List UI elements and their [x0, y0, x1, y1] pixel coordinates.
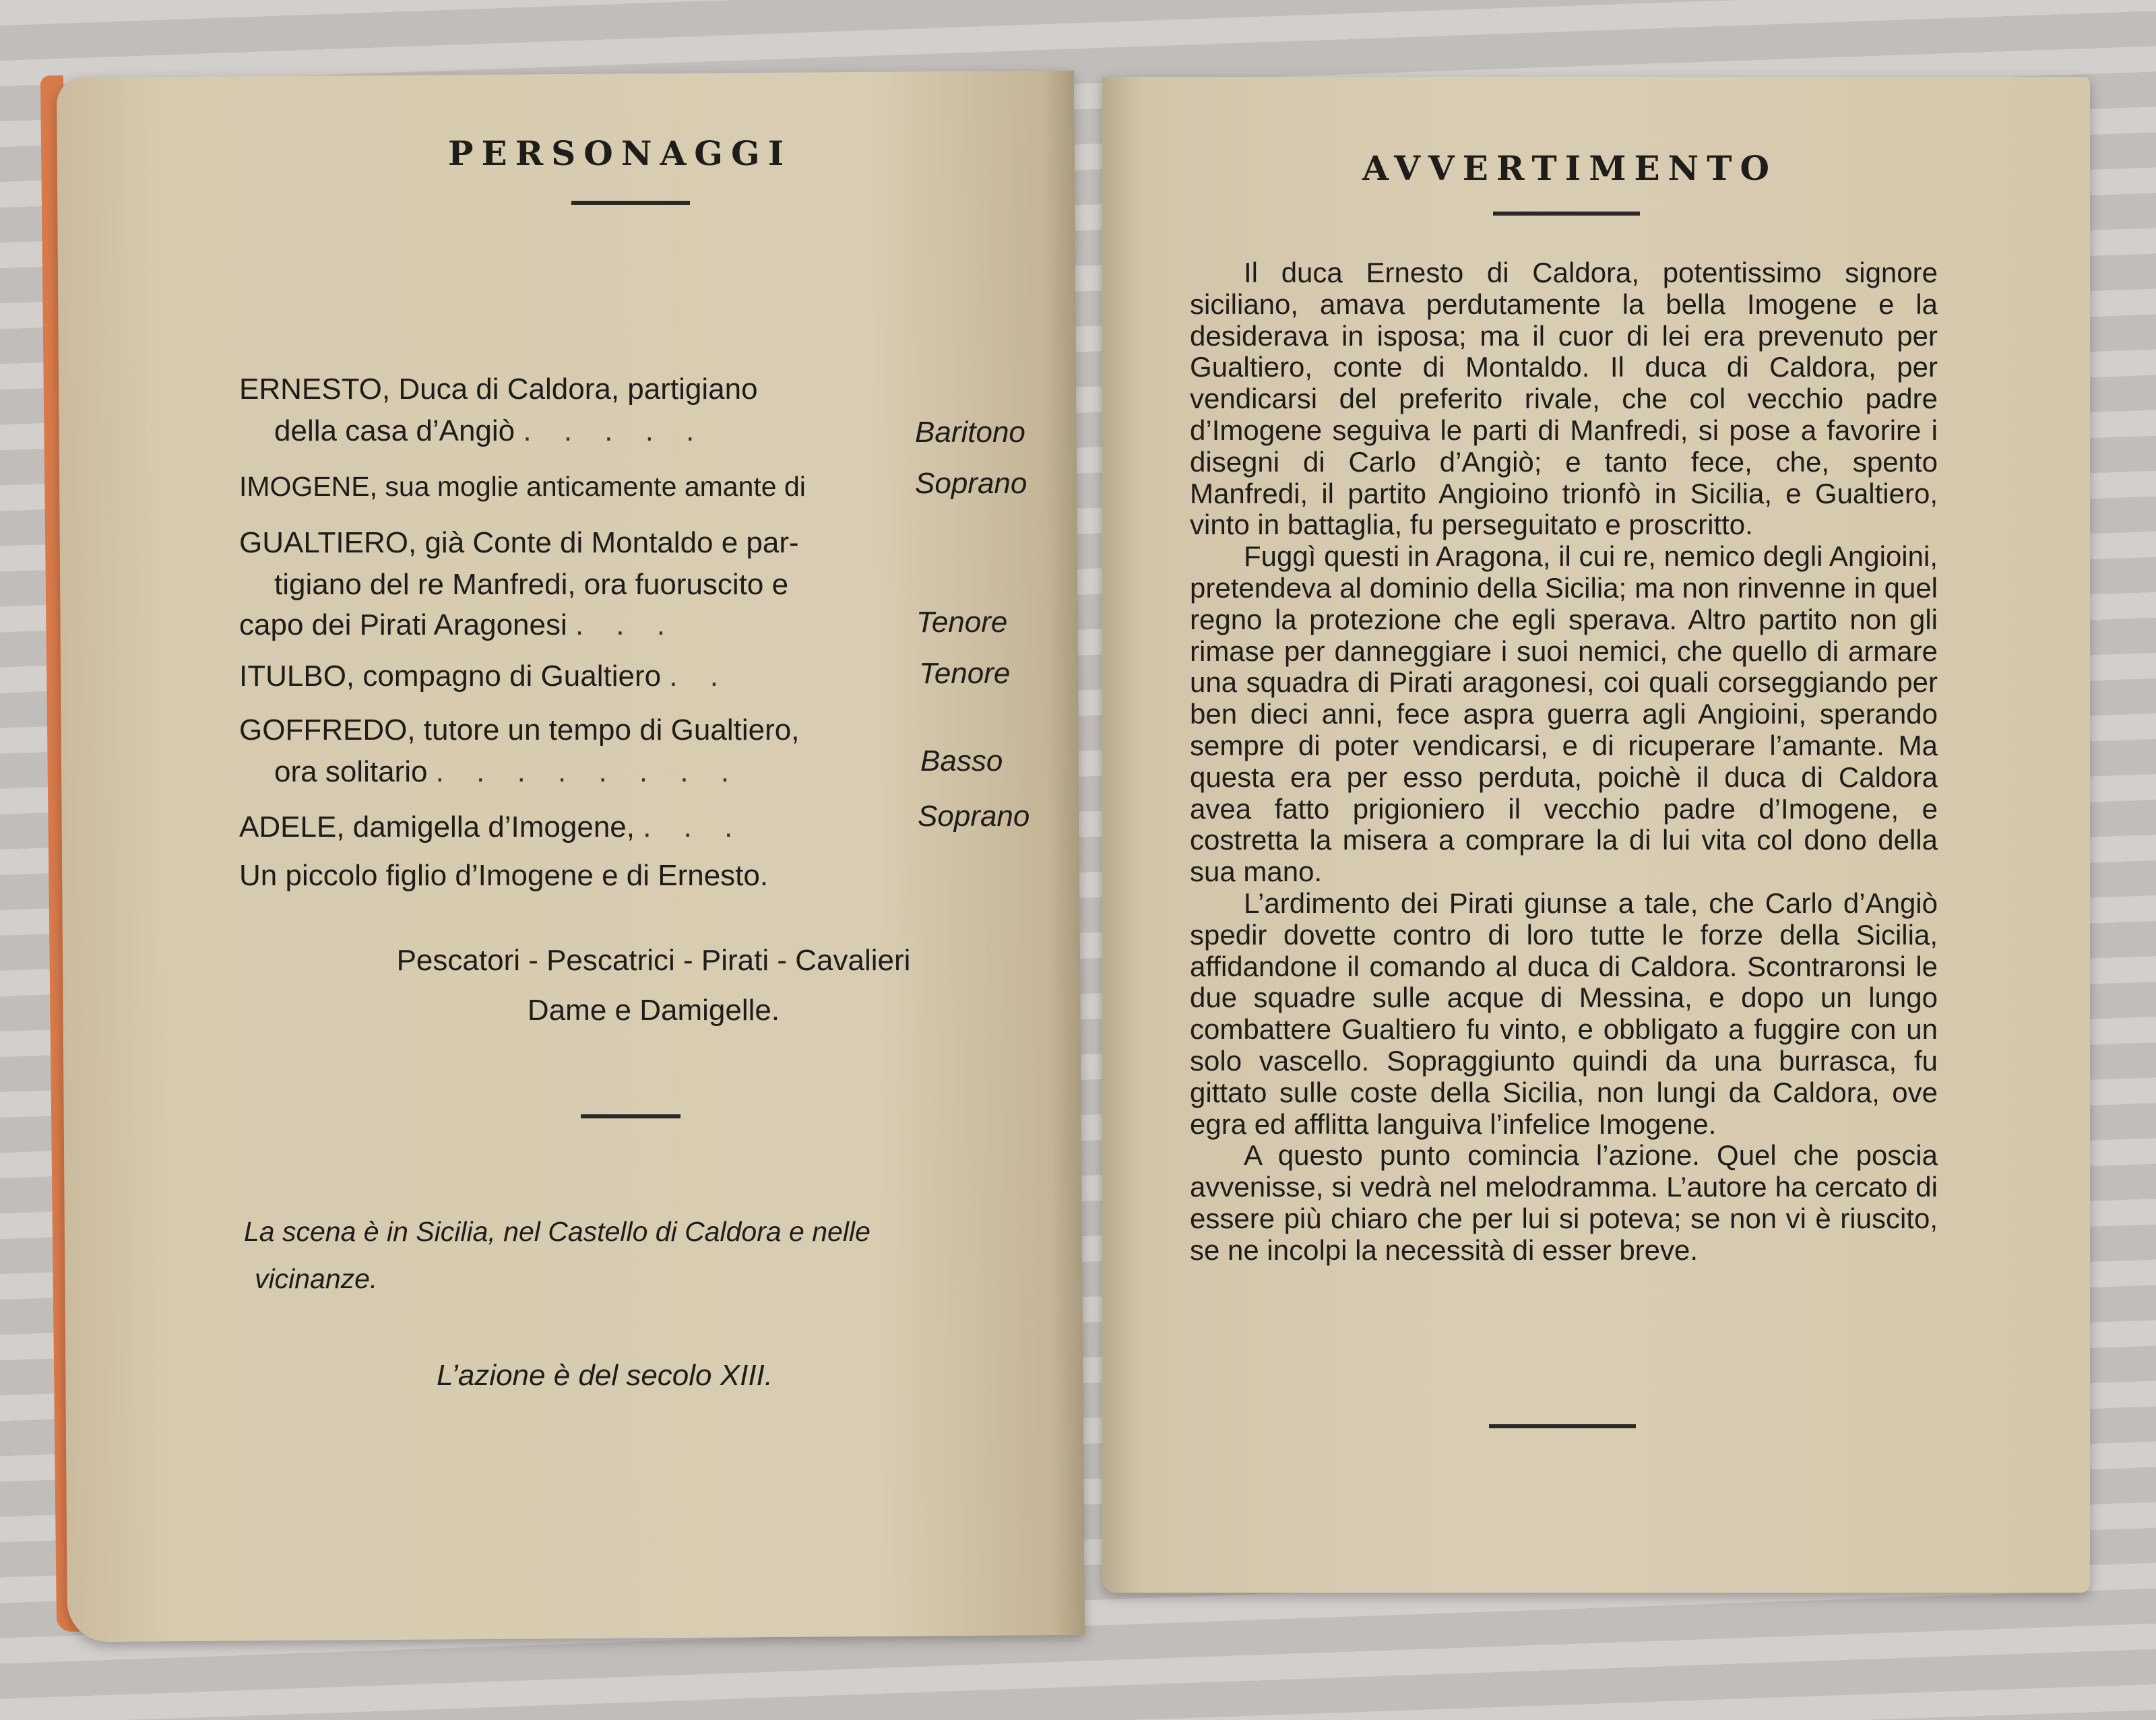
cast-gualtiero-line2-text: tigiano del re Manfredi, ora fuoruscito e	[274, 568, 789, 601]
era-line: L’azione è del secolo XIII.	[437, 1359, 773, 1392]
paragraph-1: Il duca Ernesto di Caldora, potentissimo signore siciliano, amava perdutamente la bella Imogene e la desiderava in isposa; ma il cuor di lei era prevenuto per Gualtiero, conte di Montaldo. Il duca di Caldora, per vendicarsi del preferito rivale, che col vecchio padre d’Imogene seguiva le parti di Manfredi, si pose a favorire i disegni di Carlo d’Angiò; e tanto fece, che, spento Manfredi, il partito Angioino trionfò in Sicilia, e Gualtiero, vinto in battaglia, fu perseguitato e proscritto.	[1190, 257, 1938, 541]
cast-goffredo-line1: GOFFREDO, tutore un tempo di Gualtiero,	[239, 713, 800, 746]
paragraph-2: Fuggì questi in Aragona, il cui re, nemico degli Angioini, pretendeva al dominio della Sicilia; ma non rinvenne in quel regno la protezione che egli sperava. Altro partito non gli rimase per danneggiare i suoi nemici, che quello di armare una squadra di Pirati aragonesi, coi quali corseggiando per ben dieci anni, fece aspra guerra agli Angioini, sperando sempre di poter vendicarsi, e di ricuperare l’amante. Ma questa era per esso perduta, poichè il duca di Caldora avea fatto prigioniero il vecchio padre d’Imogene, e costretta la misera a comprare la di lui vita col dono della sua mano.	[1190, 540, 1938, 888]
leader-dots: . . .	[575, 608, 678, 641]
scene-line2: vicinanze.	[255, 1263, 378, 1294]
paragraph-3: L’ardimento dei Pirati giunse a tale, che Carlo d’Angiò spedir dovette contro di loro tutte le forze della Sicilia, affidandone il comando al duca di Caldora. Scontraronsi le due squadre sulle acque di Messina, e dopo un lungo combattere Gualtiero fu vinto, e obbligato a fuggire con un solo vascello. Sopraggiunto quindi da una burrasca, fu gittato sulle coste della Sicilia, non lungi da Caldora, ove egra ed afflitta languiva l’infelice Imogene.	[1190, 887, 1938, 1140]
chorus-line2: Dame e Damigelle.	[527, 994, 780, 1027]
cast-goffredo-line2-text: ora solitario	[274, 755, 428, 788]
leader-dots: . . .	[643, 810, 745, 843]
voice-ernesto: Baritono	[915, 416, 1025, 449]
chorus-line1: Pescatori - Pescatrici - Pirati - Cavalieri	[396, 944, 911, 977]
cast-ernesto-line1: ERNESTO, Duca di Caldora, partigiano	[239, 373, 758, 406]
leader-dots: . .	[669, 660, 730, 693]
left-title-underline	[571, 201, 690, 205]
right-page-title: AVVERTIMENTO	[1362, 148, 1778, 188]
voice-gualtiero: Tenore	[916, 606, 1008, 639]
cast-gualtiero-line3-text: capo dei Pirati Aragonesi	[239, 608, 567, 641]
left-section-rule	[581, 1114, 680, 1118]
voice-imogene: Soprano	[915, 467, 1027, 500]
paragraph-4: A questo punto comincia l’azione. Quel che poscia avvenisse, si vedrà nel melodramma. L’autore ha cercato di essere più chiaro che per lui si poteva; se non vi è riuscito, se ne incolpi la necessità di esser breve.	[1190, 1139, 1938, 1266]
voice-itulbo: Tenore	[919, 657, 1011, 690]
cast-adele-text: ADELE, damigella d’Imogene,	[239, 810, 635, 843]
leader-dots: . . . . .	[523, 414, 707, 447]
cast-ernesto-line2-text: della casa d’Angiò	[274, 414, 515, 447]
right-end-rule	[1489, 1424, 1636, 1428]
cast-imogene-line1: IMOGENE, sua moglie anticamente amante di	[239, 471, 806, 502]
cast-gualtiero-line1: GUALTIERO, già Conte di Montaldo e par-	[239, 526, 799, 559]
voice-adele: Soprano	[918, 800, 1030, 833]
leader-dots: . . . . . . . .	[435, 755, 742, 788]
left-page-title: PERSONAGGI	[447, 133, 792, 173]
avvertimento-text	[1190, 257, 1938, 1267]
cast-figlio: Un piccolo figlio d’Imogene e di Ernesto.	[239, 859, 769, 892]
scene-line1: La scena è in Sicilia, nel Castello di Caldora e nelle	[244, 1216, 870, 1247]
voice-goffredo: Basso	[920, 744, 1003, 777]
cast-itulbo-text: ITULBO, compagno di Gualtiero	[239, 660, 662, 693]
right-title-underline	[1493, 212, 1640, 216]
